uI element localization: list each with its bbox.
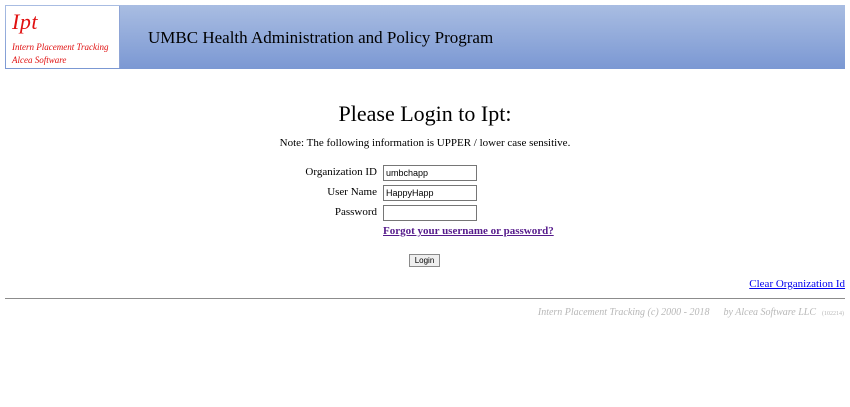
password-label: Password bbox=[334, 206, 377, 218]
organization-id-label: Organization ID bbox=[305, 166, 377, 178]
clear-organization-id-link[interactable]: Clear Organization Id bbox=[749, 278, 845, 290]
footer bbox=[538, 307, 844, 318]
logo-title: Ipt bbox=[12, 9, 38, 34]
program-title: UMBC Health Administration and Policy Program bbox=[148, 28, 494, 47]
footer-company: by Alcea Software LLC bbox=[723, 307, 816, 318]
password-input[interactable] bbox=[383, 205, 477, 221]
footer-version: (102214) bbox=[822, 311, 844, 317]
logo-subtitle: Intern Placement Tracking bbox=[12, 42, 109, 52]
user-name-label: User Name bbox=[327, 186, 377, 198]
organization-id-input[interactable] bbox=[383, 165, 477, 181]
footer-divider bbox=[5, 298, 845, 299]
login-button[interactable]: Login bbox=[409, 254, 440, 267]
case-sensitivity-note: Note: The following information is UPPER / lower case sensitive. bbox=[279, 137, 571, 149]
page-title: Please Login to Ipt: bbox=[338, 101, 512, 126]
footer-copyright: Intern Placement Tracking (c) 2000 - 2018 bbox=[537, 307, 710, 318]
user-name-input[interactable] bbox=[383, 185, 477, 201]
logo-company: Alcea Software bbox=[12, 55, 67, 65]
header-banner bbox=[5, 5, 845, 69]
ipt-logo bbox=[6, 6, 120, 68]
forgot-credentials-link[interactable]: Forgot your username or password? bbox=[383, 225, 554, 237]
